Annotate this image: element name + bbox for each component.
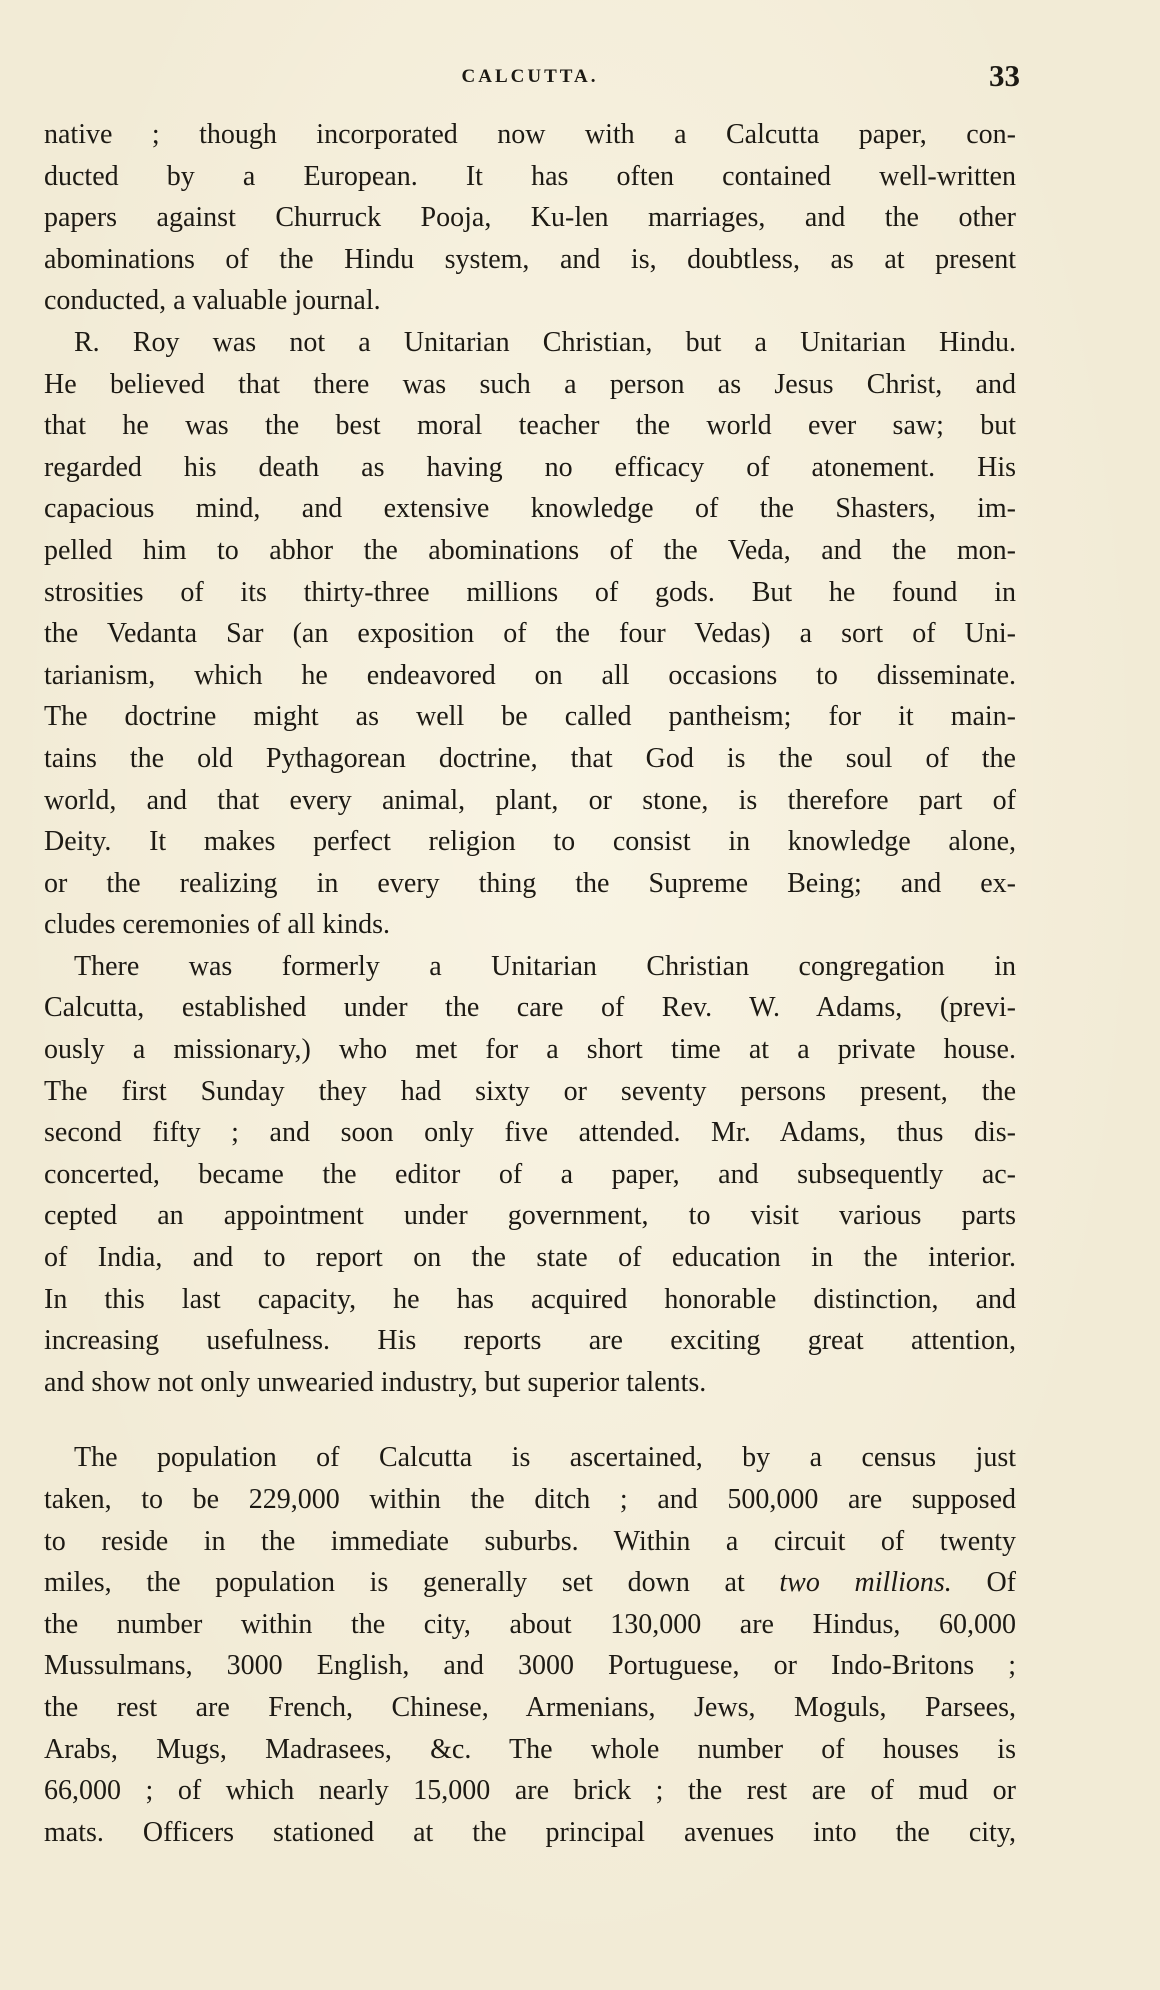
section-gap: [44, 1403, 1016, 1437]
text-line: capacious mind, and extensive knowledge of the Shasters, im-: [44, 493, 1016, 525]
paragraph-4: [44, 1437, 1016, 1853]
text-line: the rest are French, Chinese, Armenians, Jews, Moguls, Parsees,: [44, 1691, 1016, 1723]
text-line: tains the old Pythagorean doctrine, that God is the soul of the: [44, 742, 1016, 774]
text-line: abominations of the Hindu system, and is, doubtless, as at present: [44, 243, 1016, 275]
text-line: pelled him to abhor the abominations of the Veda, and the mon-: [44, 534, 1016, 566]
text-line: world, and that every animal, plant, or stone, is therefore part of: [44, 784, 1016, 816]
text-line: that he was the best moral teacher the world ever saw; but: [44, 410, 1016, 442]
text-line-with-italic: [44, 1562, 1016, 1604]
text-line: papers against Churruck Pooja, Ku-len marriages, and the other: [44, 202, 1016, 234]
text-line: Deity. It makes perfect religion to consist in knowledge alone,: [44, 826, 1016, 858]
text-line: second fifty ; and soon only five attended. Mr. Adams, thus dis-: [44, 1117, 1016, 1149]
paragraph-3: [44, 946, 1016, 1404]
text-line: mats. Officers stationed at the principal avenues into the city,: [44, 1816, 1016, 1848]
text-line: Mussulmans, 3000 English, and 3000 Portuguese, or Indo-Britons ;: [44, 1650, 1016, 1682]
text-line: of India, and to report on the state of education in the interior.: [44, 1242, 1016, 1274]
text-segment: miles, the population is generally set down at: [44, 1567, 780, 1599]
text-line: regarded his death as having no efficacy of atonement. His: [44, 451, 1016, 483]
running-head: [40, 58, 1020, 98]
text-line: ducted by a European. It has often contained well-written: [44, 160, 1016, 192]
italic-phrase: two millions.: [779, 1567, 952, 1599]
text-line: The first Sunday they had sixty or seventy persons present, the: [44, 1075, 1016, 1107]
text-line: The doctrine might as well be called pantheism; for it main-: [44, 701, 1016, 733]
text-line: Arabs, Mugs, Madrasees, &c. The whole number of houses is: [44, 1733, 1016, 1765]
body-text: [44, 114, 1016, 1853]
text-line: cludes ceremonies of all kinds.: [44, 909, 391, 941]
text-line: the number within the city, about 130,000 are Hindus, 60,000: [44, 1608, 1016, 1640]
text-line: native ; though incorporated now with a Calcutta paper, con-: [44, 119, 1016, 150]
text-line: strosities of its thirty-three millions of gods. But he found in: [44, 576, 1016, 608]
page-number: 33: [989, 58, 1020, 93]
text-line: He believed that there was such a person as Jesus Christ, and: [44, 368, 1016, 400]
text-line: to reside in the immediate suburbs. Within a circuit of twenty: [44, 1525, 1016, 1557]
text-line: There was formerly a Unitarian Christian congregation in: [74, 950, 1016, 982]
text-line: and show not only unwearied industry, but superior talents.: [44, 1366, 707, 1398]
text-line: tarianism, which he endeavored on all occasions to disseminate.: [44, 659, 1016, 691]
text-line: ously a missionary,) who met for a short time at a private house.: [44, 1034, 1016, 1066]
text-segment: Of: [951, 1567, 1016, 1599]
text-line: increasing usefulness. His reports are exciting great attention,: [44, 1325, 1016, 1357]
text-line: taken, to be 229,000 within the ditch ; and 500,000 are supposed: [44, 1484, 1016, 1515]
text-line: Calcutta, established under the care of Rev. W. Adams, (previ-: [44, 992, 1016, 1024]
text-line: the Vedanta Sar (an exposition of the four Vedas) a sort of Uni-: [44, 618, 1016, 650]
text-line: or the realizing in every thing the Supreme Being; and ex-: [44, 867, 1016, 899]
text-line: The population of Calcutta is ascertained, by a census just: [74, 1442, 1016, 1474]
text-line: concerted, became the editor of a paper, and subsequently ac-: [44, 1158, 1016, 1190]
text-line: R. Roy was not a Unitarian Christian, but a Unitarian Hindu.: [74, 326, 1016, 358]
text-line: conducted, a valuable journal.: [44, 285, 381, 317]
text-line: In this last capacity, he has acquired honorable distinction, and: [44, 1283, 1016, 1315]
paragraph-2: [44, 322, 1016, 946]
text-line: 66,000 ; of which nearly 15,000 are brick ; the rest are of mud or: [44, 1775, 1016, 1807]
text-line: cepted an appointment under government, to visit various parts: [44, 1200, 1016, 1232]
paragraph-1: [44, 114, 1016, 322]
running-title: CALCUTTA.: [461, 66, 599, 87]
